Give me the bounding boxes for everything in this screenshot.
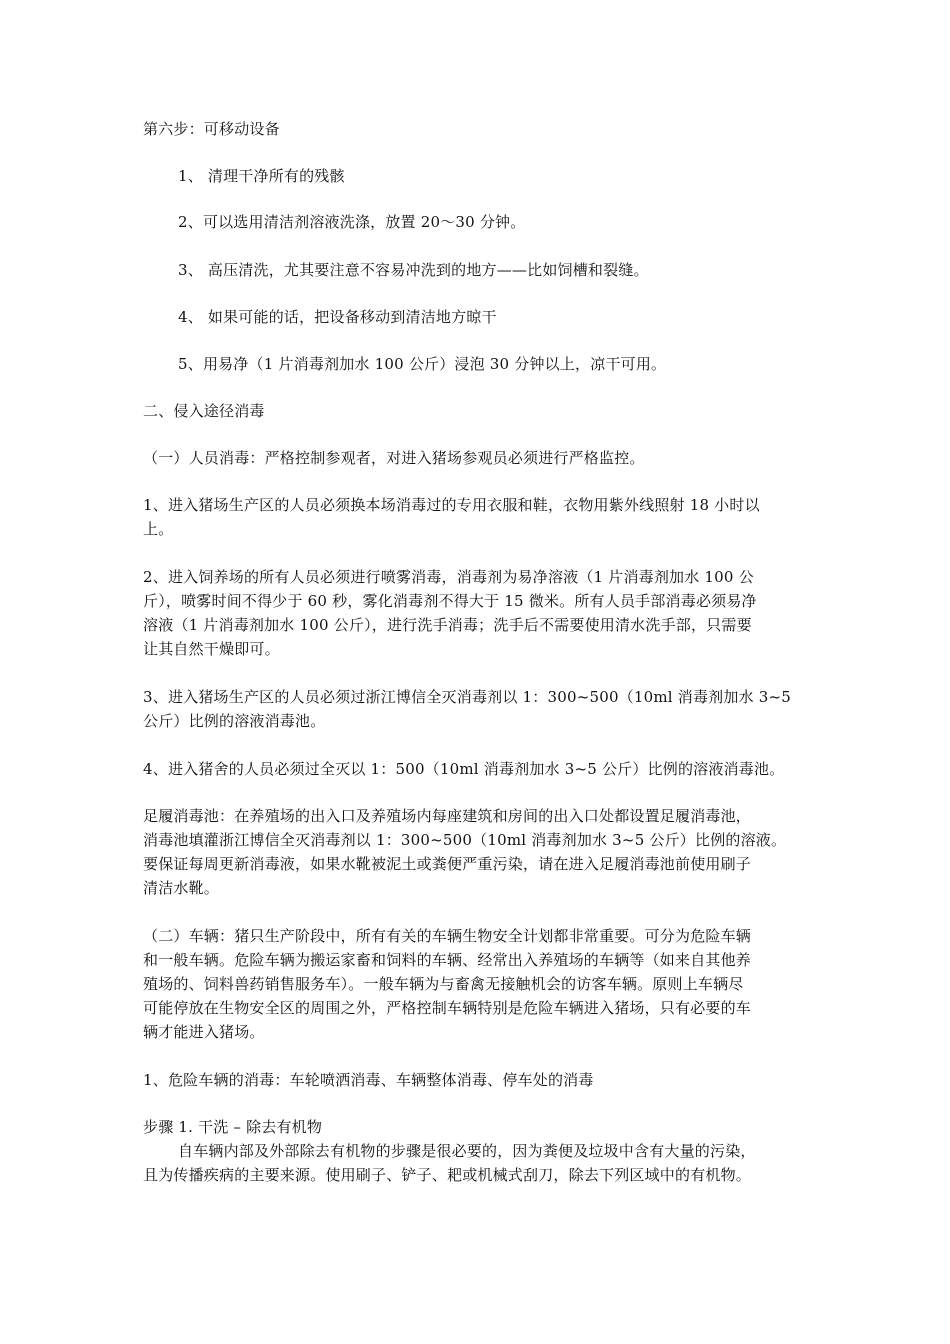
step6-item-2: 2、可以选用清洁剂溶液洗涤，放置 20～30 分钟。 [178,213,526,231]
section2-title: 二、侵入途径消毒 [143,402,265,420]
paragraph-8-line-2: 且为传播疾病的主要来源。使用刷子、铲子、耙或机械式刮刀，除去下列区域中的有机物。 [143,1166,752,1184]
step6-item-1: 1、 清理干净所有的残骸 [178,167,345,185]
paragraph-6-line-2: 和一般车辆。危险车辆为搬运家畜和饲料的车辆、经常出入养殖场的车辆等（如来自其他养 [143,951,752,969]
personnel-title: （一）人员消毒：严格控制参观者，对进入猪场参观员必须进行严格监控。 [143,449,645,467]
paragraph-2-line-4: 让其自然干燥即可。 [143,640,280,658]
paragraph-7: 1、危险车辆的消毒：车轮喷洒消毒、车辆整体消毒、停车处的消毒 [143,1071,594,1089]
paragraph-6-line-3: 殖场的、饲料兽药销售服务车）。一般车辆为与畜禽无接触机会的访客车辆。原则上车辆尽 [143,975,744,993]
paragraph-5-line-4: 清洁水靴。 [143,879,220,897]
paragraph-3-line-1: 3、进入猪场生产区的人员必须过浙江博信全灭消毒剂以 1：300~500（10ml 消毒剂加水 3~5 [143,688,791,706]
paragraph-2-line-3: 溶液（1 片消毒剂加水 100 公斤），进行洗手消毒；洗手后不需要使用清水洗手部，只需要 [143,616,752,634]
paragraph-6-line-5: 辆才能进入猪场。 [143,1023,265,1041]
paragraph-5-line-2: 消毒池填灌浙江博信全灭消毒剂以 1：300~500（10ml 消毒剂加水 3~5 公斤）比例的溶液。 [143,831,787,849]
paragraph-1-line-1: 1、进入猪场生产区的人员必须换本场消毒过的专用衣服和鞋，衣物用紫外线照射 18 小时以 [143,496,760,514]
step6-item-4: 4、 如果可能的话，把设备移动到清洁地方晾干 [178,308,497,326]
paragraph-2-line-1: 2、进入饲养场的所有人员必须进行喷雾消毒，消毒剂为易净溶液（1 片消毒剂加水 100 公 [143,568,754,586]
paragraph-3-line-2: 公斤）比例的溶液消毒池。 [143,712,326,730]
paragraph-5-line-1: 足履消毒池：在养殖场的出入口及养殖场内每座建筑和房间的出入口处都设置足履消毒池， [143,807,752,825]
heading-step6: 第六步：可移动设备 [143,120,280,138]
paragraph-5-line-3: 要保证每周更新消毒液，如果水靴被泥土或粪便严重污染，请在进入足履消毒池前使用刷子 [143,855,752,873]
paragraph-8-line-1: 自车辆内部及外部除去有机物的步骤是很必要的，因为粪便及垃圾中含有大量的污染， [178,1142,756,1160]
paragraph-4-line-1: 4、进入猪舍的人员必须过全灭以 1：500（10ml 消毒剂加水 3~5 公斤）比例的溶液消毒池。 [143,760,785,778]
paragraph-2-line-2: 斤），喷雾时间不得少于 60 秒，雾化消毒剂不得大于 15 微米。所有人员手部消毒必须易净 [143,592,757,610]
paragraph-1-line-2: 上。 [143,520,174,538]
step6-item-5: 5、用易净（1 片消毒剂加水 100 公斤）浸泡 30 分钟以上，凉干可用。 [178,355,667,373]
paragraph-6-line-1: （二）车辆：猪只生产阶段中，所有有关的车辆生物安全计划都非常重要。可分为危险车辆 [143,927,752,945]
step6-item-3: 3、 高压清洗，尤其要注意不容易冲洗到的地方——比如饲槽和裂缝。 [178,261,649,279]
step1-title: 步骤 1. 干洗 – 除去有机物 [143,1118,323,1136]
paragraph-6-line-4: 可能停放在生物安全区的周围之外，严格控制车辆特别是危险车辆进入猪场，只有必要的车 [143,999,752,1017]
